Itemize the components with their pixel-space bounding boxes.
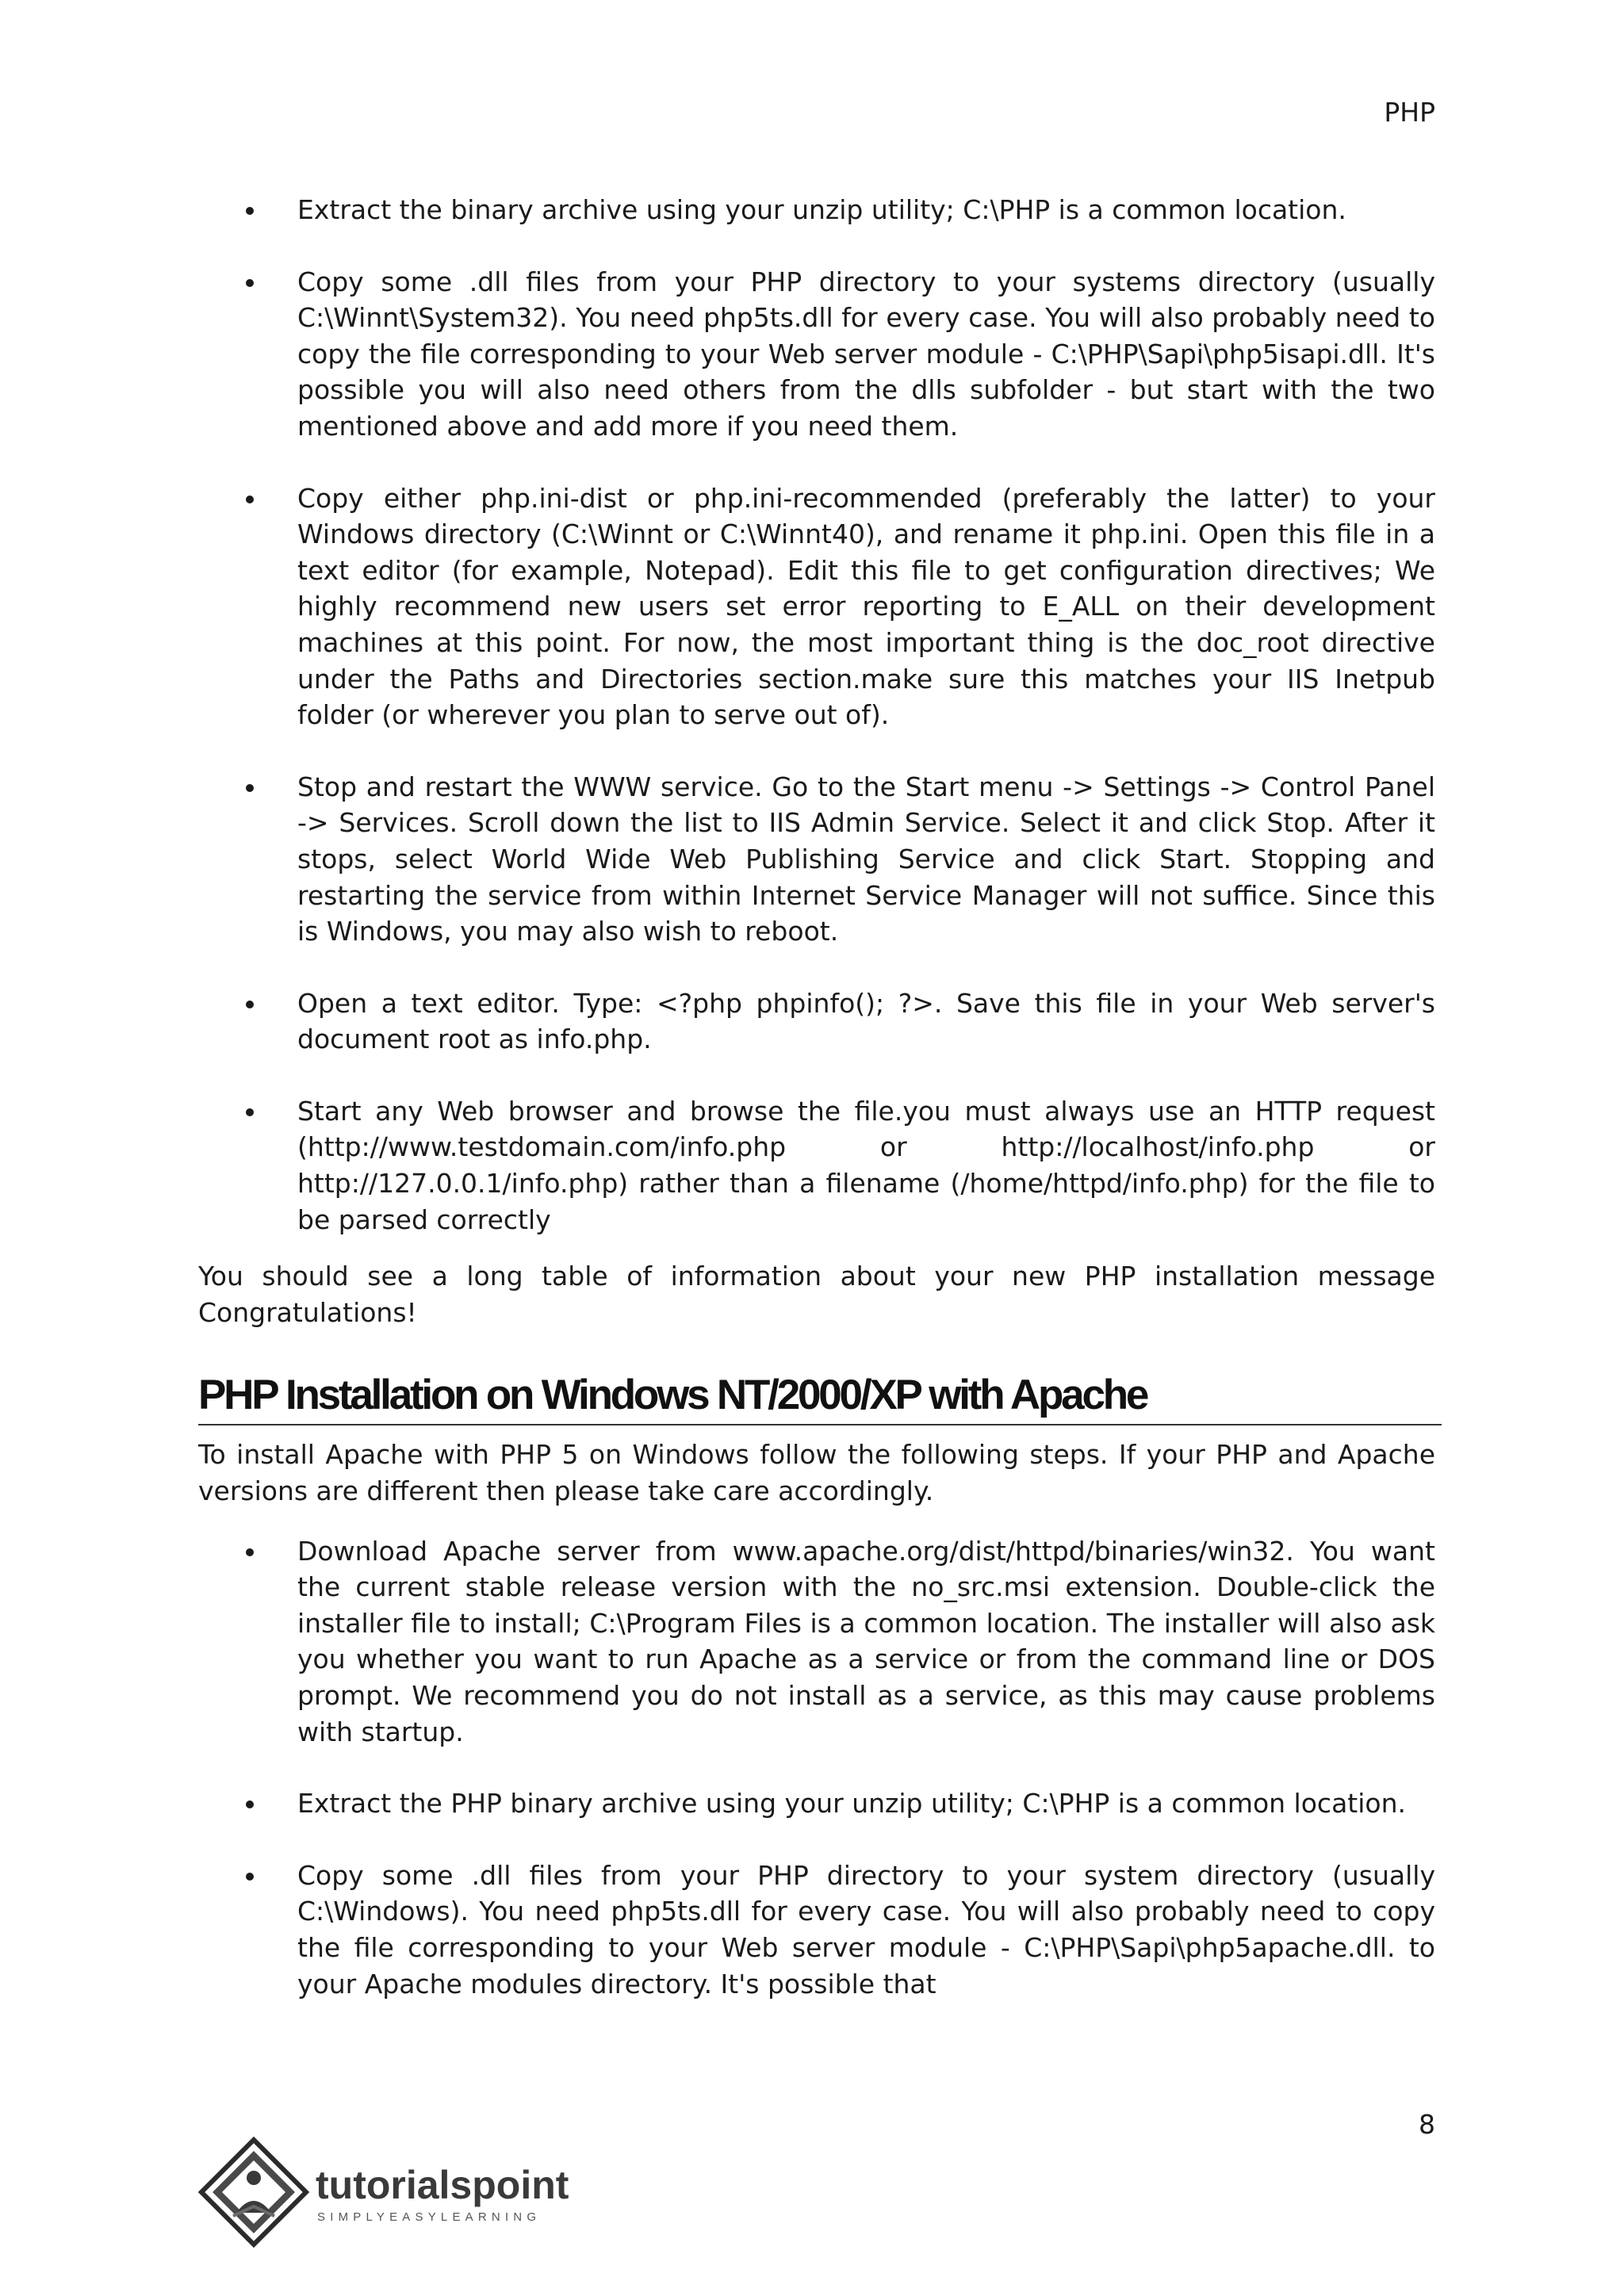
installation-steps-list xyxy=(198,192,1435,1238)
closing-paragraph: You should see a long table of information about your new PHP installation message Congratulations! xyxy=(198,1261,1435,1328)
section-heading: PHP Installation on Windows NT/2000/XP with Apache xyxy=(198,1370,1442,1425)
section-intro: To install Apache with PHP 5 on Windows follow the following steps. If your PHP and Apache versions are different then please take care accordingly. xyxy=(198,1439,1435,1507)
bullet-icon xyxy=(246,1001,254,1008)
list-item: Stop and restart the WWW service. Go to the Start menu -> Settings -> Control Panel -> Services. Scroll down the list to IIS Admin Service. Select it and click Stop. After it stops, select World Wide Web Publishing Service and click Start. Stopping and restarting the service from within Internet Service Manager will not suffice. Since this is Windows, you may also wish to reboot. xyxy=(198,769,1435,950)
list-item: Download Apache server from www.apache.org/dist/httpd/binaries/win32. You want the current stable release version with the no_src.msi extension. Double-click the installer file to install; C:\Program Files is a common location. The installer will also ask you whether you want to run Apache as a service or from the command line or DOS prompt. We recommend you do not install as a service, as this may cause problems with startup. xyxy=(198,1533,1435,1751)
logo-diamond-icon xyxy=(201,2140,306,2244)
bullet-icon xyxy=(246,207,254,215)
list-item: Extract the PHP binary archive using your unzip utility; C:\PHP is a common location. xyxy=(198,1785,1435,1822)
list-item: Open a text editor. Type: <?php phpinfo(); ?>. Save this file in your Web server's document root as info.php. xyxy=(198,985,1435,1058)
bullet-icon xyxy=(246,279,254,287)
page-number: 8 xyxy=(1419,2109,1435,2140)
bullet-icon xyxy=(246,784,254,792)
bullet-icon xyxy=(246,1548,254,1556)
list-item: Start any Web browser and browse the file.you must always use an HTTP request (http://www.testdomain.com/info.php or http://localhost/info.php or http://127.0.0.1/info.php) rather than a filename (/home/httpd/info.php) for the file to be parsed correctly xyxy=(198,1093,1435,1238)
running-header-title: PHP xyxy=(1384,97,1435,128)
apache-steps-list xyxy=(198,1533,1435,2003)
list-item: Copy some .dll files from your PHP directory to your system directory (usually C:\Windows). You need php5ts.dll for every case. You will also probably need to copy the file corresponding to your Web server module - C:\PHP\Sapi\php5apache.dll. to your Apache modules directory. It's possible that xyxy=(198,1858,1435,2002)
list-item: Copy some .dll files from your PHP directory to your systems directory (usually C:\Winnt\System32). You need php5ts.dll for every case. You will also probably need to copy the file corresponding to your Web server module - C:\PHP\Sapi\php5isapi.dll. It's possible you will also need others from the dlls subfolder - but start with the two mentioned above and add more if you need them. xyxy=(198,264,1435,445)
logo-wordmark: tutorialspoint xyxy=(316,2163,569,2207)
list-item: Extract the binary archive using your unzip utility; C:\PHP is a common location. xyxy=(198,192,1435,228)
tutorialspoint-logo xyxy=(198,2137,611,2248)
bullet-icon xyxy=(246,1108,254,1116)
bullet-icon xyxy=(246,1873,254,1881)
bullet-icon xyxy=(246,496,254,503)
page-content xyxy=(198,192,1435,2002)
list-item: Copy either php.ini-dist or php.ini-recommended (preferably the latter) to your Windows directory (C:\Winnt or C:\Winnt40), and rename it php.ini. Open this file in a text editor (for example, Notepad). Edit this file to get configuration directives; We highly recommend new users set error reporting to E_ALL on their development machines at this point. For now, the most important thing is the doc_root directive under the Paths and Directories section.make sure this matches your IIS Inetpub folder (or wherever you plan to serve out of). xyxy=(198,480,1435,733)
logo-tagline: SIMPLYEASYLEARNING xyxy=(317,2210,542,2224)
bullet-icon xyxy=(246,1800,254,1808)
